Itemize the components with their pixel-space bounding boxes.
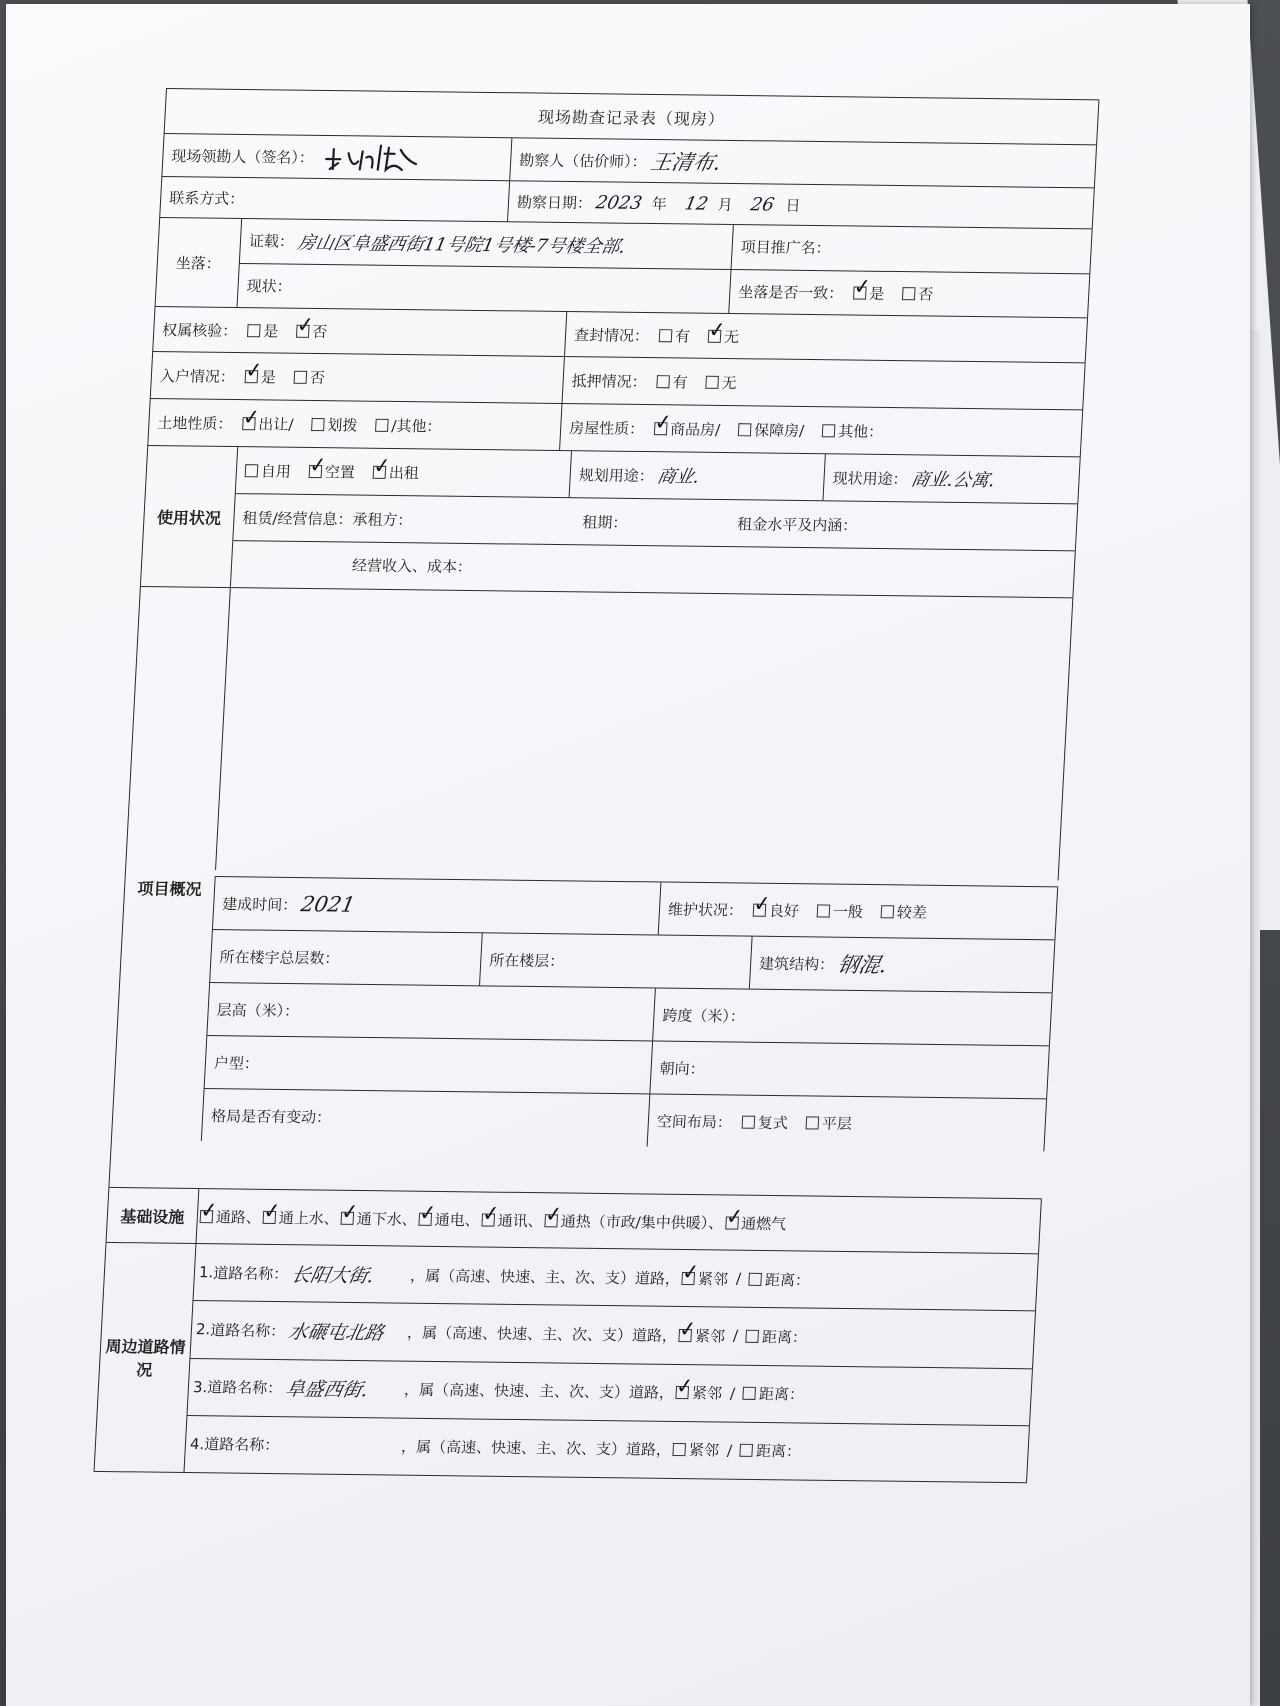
location-match-label: 坐落是否一致： [737,282,844,303]
site-guide-label: 现场领勘人（签名）： [170,146,315,167]
maintenance-poor-checkbox[interactable] [881,905,895,918]
span-cell [652,988,1052,1045]
project-name-cell [731,225,1093,273]
yes-label: 是 [262,321,279,341]
rent-label: 租金水平及内涵： [736,514,858,535]
layout-change-label: 格局是否有变动： [210,1106,332,1127]
usage-option-label: 出租 [388,463,420,482]
road-distance-checkbox[interactable] [740,1444,754,1457]
road-name-label: 道路名称： [212,1263,289,1283]
has-label: 有 [672,372,689,392]
road-adjacent-checkbox[interactable] [682,1272,696,1285]
unit-type-cell [204,1036,652,1093]
house-affordable-checkbox[interactable] [738,423,752,436]
ownership-no-checkbox[interactable] [296,324,310,337]
no-label: 否 [309,368,326,387]
site-guide-cell [161,134,511,180]
survey-date-label: 勘察日期： [516,192,593,212]
current-use-label: 现状用途： [832,469,909,488]
road-name-value: 水碾屯北路 [286,1321,387,1345]
house-label: 房屋性质： [568,418,645,438]
seizure-cell [564,312,1088,362]
status-cell [237,263,731,313]
maintenance-good-checkbox[interactable] [753,903,767,916]
planned-use-label: 规划用途： [578,465,655,485]
infra-option-label: 通路、 [215,1207,262,1227]
infra-option-label: 通电、 [434,1210,481,1229]
paper-sheet [6,4,1250,1706]
road-adjacent-checkbox[interactable] [673,1443,687,1456]
lease-info-label: 租赁/经营信息：承租方： [242,508,413,529]
entry-cell [150,352,564,403]
entry-no-checkbox[interactable] [294,370,308,383]
none-label: 无 [721,373,738,392]
site-guide-signature [321,139,423,176]
maintenance-option-label: 较差 [896,902,928,922]
road-number: 4. [189,1434,205,1454]
road-distance-checkbox[interactable] [749,1272,763,1285]
road-number: 1. [198,1263,214,1282]
location-match-cell [728,269,1090,317]
house-option-label: 商品房/ [669,419,721,439]
road-distance-label: 距离： [755,1442,802,1461]
current-use-cell [822,454,1080,503]
maintenance-label: 维护状况： [667,900,744,920]
form-title: 现场勘查记录表（现房） [164,89,1100,144]
space-flat-checkbox[interactable] [806,1116,820,1129]
road-distance-label: 距离： [764,1270,811,1290]
certificate-address: 房山区阜盛西街11号院1号楼-7号楼全部. [295,232,628,258]
overview-section-label: 项目概况 [108,587,229,1188]
built-time-cell [212,877,660,934]
space-duplex-checkbox[interactable] [742,1115,756,1128]
inspector-cell [509,138,1097,187]
infra-gas-checkbox[interactable] [725,1216,739,1229]
usage-rent-checkbox[interactable] [373,465,387,478]
survey-month: 12 [682,192,710,215]
road-distance-label: 距离： [758,1385,805,1404]
road-distance-checkbox[interactable] [746,1330,760,1343]
infra-telecom-checkbox[interactable] [481,1213,495,1226]
entry-label: 入户情况： [159,366,236,386]
structure-value: 钢混. [835,952,889,978]
seizure-label: 查封情况： [573,325,650,345]
mortgage-has-checkbox[interactable] [656,375,670,388]
seizure-none-checkbox[interactable] [708,329,722,342]
current-use-value: 商业.公寓. [909,469,997,492]
land-option-label: 划拨 [326,415,358,435]
road-adjacent-checkbox[interactable] [679,1329,693,1342]
usage-vacant-checkbox[interactable] [309,465,323,478]
land-allocate-checkbox[interactable] [311,417,325,430]
overview-blank-area [215,588,1073,880]
usage-option-label: 空置 [324,462,356,482]
infra-road-checkbox[interactable] [200,1210,214,1223]
total-floors-label: 所在楼宇总层数： [219,947,340,968]
road-slash: / [732,1327,739,1346]
survey-form [94,88,1100,1483]
space-cell [647,1094,1047,1151]
roads-section-label: 周边道路情况 [94,1243,196,1472]
height-cell [206,983,654,1040]
road-row [193,1244,1039,1311]
maintenance-fair-checkbox[interactable] [817,904,831,917]
location-match-no-checkbox[interactable] [902,287,916,300]
road-adjacent-label: 紧邻 [697,1269,729,1289]
infra-option-label: 通讯、 [497,1211,544,1230]
road-name-label: 道路名称： [203,1435,280,1455]
inspector-label: 勘察人（估价师）： [518,150,648,171]
usage-option-label: 自用 [260,462,292,481]
location-label: 坐落： [155,218,242,307]
road-slash: / [735,1269,742,1288]
road-adjacent-label: 紧邻 [694,1327,726,1346]
infra-option-label: 通下水、 [356,1209,418,1229]
built-time-value: 2021 [298,892,358,917]
road-slash: / [729,1384,736,1403]
year-unit: 年 [651,194,668,213]
infra-drainage-checkbox[interactable] [341,1211,355,1224]
orientation-cell [649,1041,1049,1098]
mortgage-none-checkbox[interactable] [705,375,719,388]
road-name-label: 道路名称： [206,1378,283,1398]
contact-cell [159,177,509,221]
usage-section-label: 使用状况 [140,446,237,587]
infra-water-supply-checkbox[interactable] [263,1210,277,1223]
road-adjacent-checkbox[interactable] [676,1386,690,1399]
road-number: 2. [195,1320,211,1339]
certificate-cell [239,219,733,269]
month-unit: 月 [717,195,734,214]
mortgage-cell [562,357,1086,409]
space-option-label: 平层 [821,1114,853,1133]
built-time-label: 建成时间： [221,894,298,914]
inspector-name: 王清布. [648,149,723,175]
mortgage-label: 抵押情况： [571,371,648,391]
income-label: 经营收入、成本： [351,556,473,577]
floor-cell [479,933,752,988]
road-name-value: 阜盛西街. [283,1378,371,1402]
floor-label: 所在楼层： [488,950,565,970]
maintenance-option-label: 良好 [768,901,800,920]
maintenance-cell [658,882,1058,939]
land-cell [147,399,561,450]
land-option-label: 出让/ [257,414,294,434]
road-attr-text: ，属（高速、快速、主、次、支）道路， [403,1380,675,1403]
land-other-checkbox[interactable] [375,418,389,431]
land-transfer-checkbox[interactable] [242,417,256,430]
roads-list [184,1244,1039,1482]
seizure-has-checkbox[interactable] [659,329,673,342]
road-row [184,1416,1030,1483]
house-other-checkbox[interactable] [822,424,836,437]
structure-label: 建筑结构： [758,954,835,974]
survey-year: 2023 [594,191,644,214]
certificate-label: 证载： [248,232,295,251]
infra-section-label: 基础设施 [106,1188,199,1243]
ownership-yes-checkbox[interactable] [247,324,261,337]
status-label: 现状： [246,276,293,296]
yes-label: 是 [868,284,885,303]
contact-label: 联系方式： [168,188,245,208]
ownership-cell [152,307,566,356]
house-commercial-checkbox[interactable] [654,422,668,435]
yes-label: 是 [260,367,277,387]
height-label: 层高（米）： [216,1000,300,1020]
infra-heating-checkbox[interactable] [544,1214,558,1227]
infra-option-label: 通燃气 [740,1214,787,1233]
infra-option-label: 通上水、 [278,1208,340,1228]
road-number: 3. [192,1377,208,1396]
infra-options-cell [196,1189,1042,1253]
road-slash: / [726,1441,733,1460]
house-cell [559,404,1083,456]
land-label: 土地性质： [157,413,233,433]
house-option-label: 其他： [837,421,884,441]
day-unit: 日 [785,196,802,215]
usage-options-cell [235,447,571,497]
entry-yes-checkbox[interactable] [245,370,259,383]
survey-date-cell [507,181,1095,228]
road-row [190,1301,1036,1368]
land-option-label: /其他： [390,416,442,436]
lease-term-label: 租期： [581,512,628,532]
total-floors-cell [209,930,482,985]
no-label: 否 [311,322,328,341]
layout-change-cell [201,1089,649,1146]
road-distance-label: 距离： [761,1327,808,1347]
road-adjacent-label: 紧邻 [691,1384,723,1403]
survey-day: 26 [748,193,776,215]
infra-power-checkbox[interactable] [418,1212,432,1225]
project-name-label: 项目推广名： [740,238,832,258]
ownership-label: 权属核验： [161,320,238,340]
has-label: 有 [674,326,691,346]
road-name-value: 长阳大街. [289,1263,377,1287]
unit-type-label: 户型： [213,1053,260,1073]
no-label: 否 [917,285,934,304]
structure-cell [749,937,1056,993]
road-attr-text: ，属（高速、快速、主、次、支）道路， [409,1266,681,1288]
space-option-label: 复式 [757,1113,789,1132]
none-label: 无 [723,327,740,346]
road-attr-text: ，属（高速、快速、主、次、支）道路， [400,1438,672,1460]
road-name-label: 道路名称： [209,1321,286,1341]
infra-option-label: 通热（市政/集中供暖）、 [560,1211,724,1232]
house-option-label: 保障房/ [753,420,805,440]
road-name-value [283,1445,401,1446]
planned-use-cell [569,451,825,500]
location-match-yes-checkbox[interactable] [853,286,867,299]
road-attr-text: ，属（高速、快速、主、次、支）道路， [406,1323,678,1345]
orientation-label: 朝向： [659,1059,706,1078]
space-label: 空间布局： [656,1112,733,1131]
maintenance-option-label: 一般 [832,902,864,921]
road-row [187,1359,1033,1426]
usage-self-checkbox[interactable] [245,464,259,477]
road-adjacent-label: 紧邻 [688,1441,720,1460]
span-label: 跨度（米）： [662,1006,746,1026]
planned-use-value: 商业. [655,466,702,488]
road-distance-checkbox[interactable] [743,1387,757,1400]
